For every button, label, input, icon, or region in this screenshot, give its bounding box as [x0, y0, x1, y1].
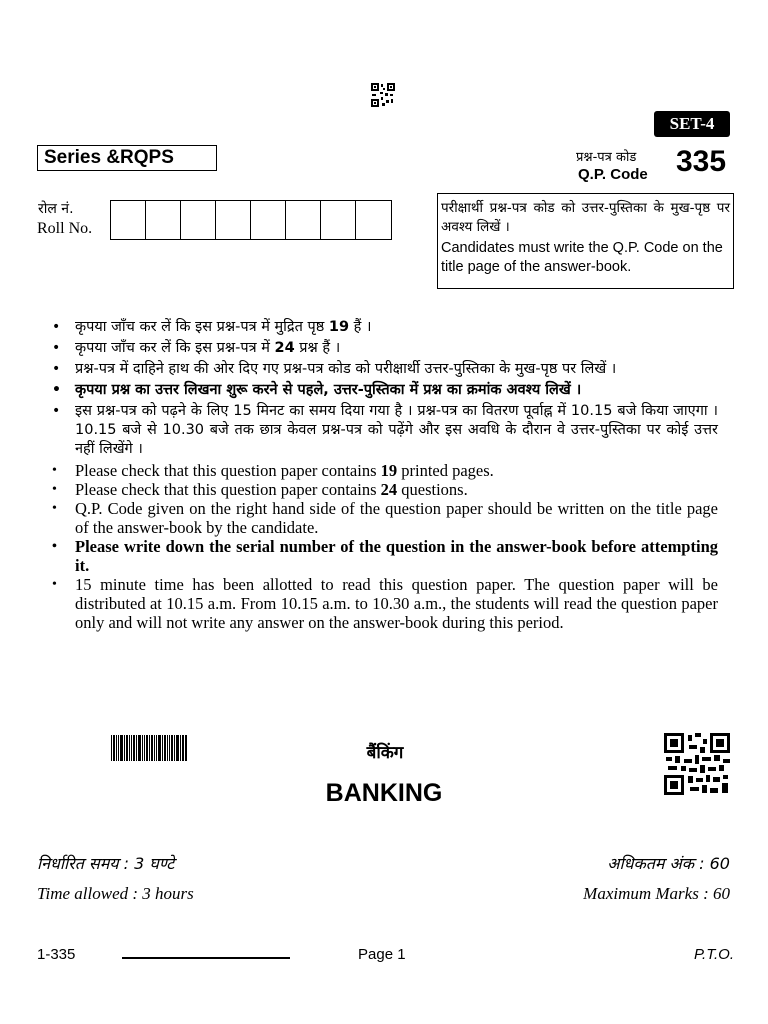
roll-cell[interactable] — [181, 201, 216, 239]
instruction-text: प्रश्न-पत्र में दाहिने हाथ की ओर दिए गए प्रश्न-पत्र कोड को परीक्षार्थी उत्तर-पुस्तिका के मुख-पृष्ठ पर लिखें । — [75, 361, 617, 377]
roll-cell[interactable] — [356, 201, 391, 239]
instruction-text: printed pages. — [397, 461, 494, 480]
instruction-text: कृपया जाँच कर लें कि इस प्रश्न-पत्र में मुद्रित पृष्ठ — [75, 319, 329, 335]
roll-cell[interactable] — [111, 201, 146, 239]
roll-cell[interactable] — [216, 201, 251, 239]
qp-code-note-box — [437, 193, 734, 289]
footer-page-number: Page 1 — [358, 946, 406, 963]
bullet-icon: • — [52, 382, 61, 398]
series-label: Series &RQPS — [37, 145, 217, 171]
instruction-text: हैं । — [349, 319, 372, 335]
qr-code-icon — [371, 83, 395, 107]
instruction-number: 24 — [274, 340, 295, 356]
subject-title-hindi: बैंकिंग — [366, 743, 404, 763]
instruction-item — [50, 461, 718, 480]
instruction-text: Please write down the serial number of the question in the answer-book before attempting it. — [75, 537, 718, 575]
instruction-item — [50, 339, 718, 358]
instruction-text: कृपया जाँच कर लें कि इस प्रश्न-पत्र में — [75, 340, 275, 356]
set-badge: SET-4 — [654, 111, 730, 137]
roll-cell[interactable] — [251, 201, 286, 239]
instruction-text: कृपया प्रश्न का उत्तर लिखना शुरू करने से पहले, उत्तर-पुस्तिका में प्रश्न का क्रमांक अवश्य लिखें । — [75, 382, 582, 398]
qp-code-number: 335 — [676, 145, 727, 178]
instruction-item — [50, 480, 718, 499]
note-english: Candidates must write the Q.P. Code on the title page of the answer-book. — [441, 240, 723, 275]
barcode-icon — [111, 735, 187, 761]
instruction-number: 19 — [328, 319, 350, 335]
roll-number-grid[interactable] — [110, 200, 392, 240]
footer-divider — [122, 957, 290, 959]
time-allowed-english: Time allowed : 3 hours — [37, 884, 194, 903]
instructions-list — [50, 318, 718, 632]
max-marks-hindi: अधिकतम अंक : 60 — [607, 854, 730, 873]
footer-pto: P.T.O. — [693, 946, 734, 963]
bullet-icon: • — [52, 482, 57, 497]
roll-cell[interactable] — [321, 201, 356, 239]
qp-code-label-hindi: प्रश्न-पत्र कोड — [576, 150, 637, 165]
bullet-icon: • — [52, 361, 61, 377]
instruction-text: प्रश्न हैं । — [294, 340, 341, 356]
time-allowed-hindi: निर्धारित समय : 3 घण्टे — [37, 854, 175, 873]
bullet-icon: • — [52, 463, 57, 478]
subject-title-english: BANKING — [325, 779, 443, 807]
bullet-icon: • — [52, 501, 57, 516]
instruction-item — [50, 381, 718, 400]
roll-label-english: Roll No. — [37, 220, 93, 237]
instruction-item — [50, 360, 718, 379]
instruction-text: Q.P. Code given on the right hand side of the question paper should be written on the title page of the answer-book by the candidate. — [75, 499, 718, 537]
instruction-number: 19 — [380, 461, 398, 480]
instruction-text: Please check that this question paper contains — [75, 480, 381, 499]
qr-code-icon — [664, 733, 730, 795]
bullet-icon: • — [52, 577, 57, 592]
roll-cell[interactable] — [286, 201, 321, 239]
note-hindi: परीक्षार्थी प्रश्न-पत्र कोड को उत्तर-पुस्तिका के मुख-पृष्ठ पर अवश्य लिखें । — [441, 200, 730, 235]
instruction-item — [50, 318, 718, 337]
instruction-text: Please check that this question paper contains — [75, 461, 381, 480]
instruction-item — [50, 499, 718, 537]
instruction-item — [50, 537, 718, 575]
instruction-text: questions. — [397, 480, 468, 499]
instruction-text: इस प्रश्न-पत्र को पढ़ने के लिए 15 मिनट का समय दिया गया है । प्रश्न-पत्र का वितरण पूर्वाह्न में 10.15 बजे किया जाएगा । 10.15 बजे से 10.30 बजे तक छात्र केवल प्रश्न-पत्र को पढ़ेंगे और इस अवधि के दौरान वे उत्तर-पुस्तिका पर कोई उत्तर नहीं लिखेंगे । — [75, 403, 718, 457]
instruction-text: 15 minute time has been allotted to read this question paper. The question paper will be distributed at 10.15 a.m. From 10.15 a.m. to 10.30 a.m., the students will read the question paper only and will not write any answer on the answer-book during this period. — [75, 575, 718, 632]
footer-paper-code: 1-335 — [37, 946, 76, 963]
bullet-icon: • — [52, 340, 61, 356]
bullet-icon: • — [52, 403, 61, 419]
roll-label-hindi: रोल नं. — [38, 201, 74, 217]
instruction-item — [50, 575, 718, 632]
bullet-icon: • — [52, 539, 57, 554]
bullet-icon: • — [52, 319, 61, 335]
instruction-number: 24 — [380, 480, 398, 499]
roll-cell[interactable] — [146, 201, 181, 239]
max-marks-english: Maximum Marks : 60 — [583, 884, 730, 903]
qp-code-label-english: Q.P. Code — [578, 166, 648, 183]
instruction-item — [50, 402, 718, 459]
